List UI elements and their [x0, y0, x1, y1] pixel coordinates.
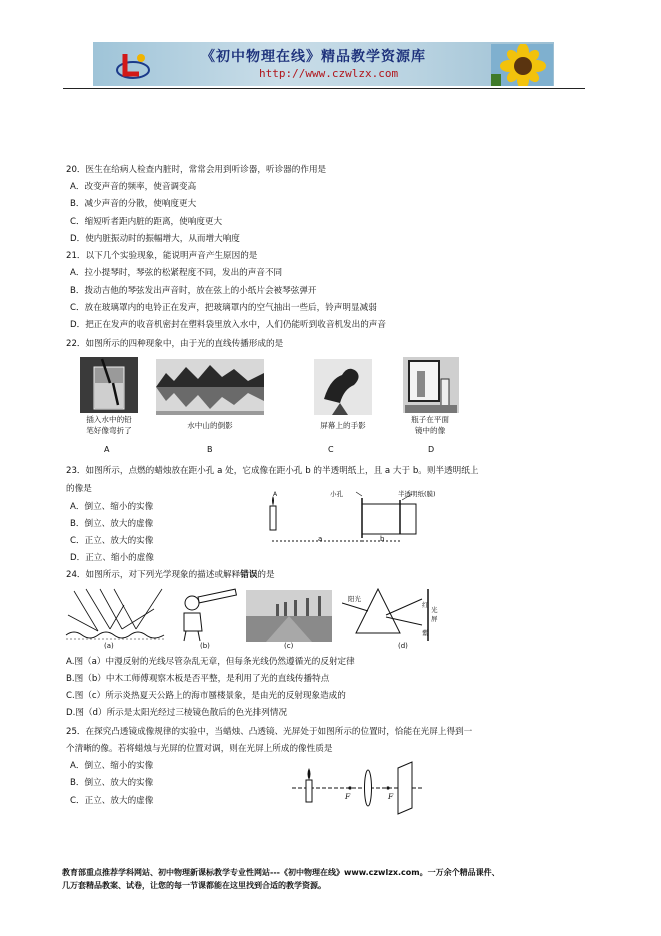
q24-option-c: C.图（c）所示炎热夏天公路上的海市蜃楼景象，是由光的反射现象造成的 — [66, 691, 346, 701]
q22-caption-c: 屏幕上的手影 — [320, 421, 366, 430]
q23-label-a: a — [318, 535, 323, 543]
q24-stem-text: 24．如图所示，对下列光学现象的描述或解释 — [66, 570, 241, 580]
diffuse-reflection-diagram — [64, 585, 168, 643]
lens-bench-diagram — [292, 758, 424, 816]
q25-focus-right-label: F — [388, 792, 394, 801]
q22-caption-a1: 插入水中的铅 — [86, 415, 132, 424]
pencil-in-water-photo — [80, 357, 138, 413]
q22-letter-c: C — [328, 445, 334, 454]
q23-option-a: A．倒立、缩小的实像 — [70, 502, 154, 512]
q22-stem: 22．如图所示的四种现象中，由于光的直线传播形成的是 — [66, 339, 284, 349]
q20-option-d: D．使内脏振动时的振幅增大，从而增大响度 — [70, 234, 240, 244]
q21-option-b: B．拨动吉他的琴弦发出声音时，放在弦上的小纸片会被琴弦弹开 — [70, 286, 317, 296]
q23-label-hole: 小孔 — [330, 490, 343, 498]
q23-stem-2: 的像是 — [66, 484, 92, 494]
q23-label-paper: 半透明纸(膜) — [398, 490, 436, 498]
q20-stem: 20．医生在给病人检查内脏时，常常会用到听诊器，听诊器的作用是 — [66, 165, 327, 175]
q20-option-b: B．减少声音的分散，使响度更大 — [70, 199, 197, 209]
q24-stem-emphasis: 错误 — [240, 570, 258, 580]
carpenter-sighting-diagram — [178, 585, 238, 643]
mirror-bottle-photo — [403, 357, 459, 413]
q23-option-c: C．正立、放大的实像 — [70, 536, 154, 546]
q22-caption-d2: 镜中的像 — [414, 426, 446, 435]
q24-fig-b-label: (b) — [200, 642, 210, 650]
q24-fig-sun-label: 阳光 — [348, 595, 361, 603]
q24-fig-a-label: (a) — [104, 642, 114, 650]
q25-focus-left-label: F — [345, 792, 351, 801]
q24-stem-end: 的是 — [257, 570, 275, 580]
q25-stem-1: 25．在探究凸透镜成像规律的实验中，当蜡烛、凸透镜、光屏处于如图所示的位置时，恰能在光屏上得到一 — [66, 727, 473, 737]
footer-line-2: 几万套精品教案、试卷，让您的每一节课都能在这里找到合适的教学资源。 — [62, 881, 326, 890]
q23-label-b: b — [380, 535, 385, 543]
banner-title: 《初中物理在线》精品教学资源库 — [201, 49, 426, 65]
banner-url[interactable]: http://www.czwlzx.com — [259, 67, 399, 80]
q21-option-d: D．把正在发声的收音机密封在塑料袋里放入水中，人们仍能听到收音机发出的声音 — [70, 320, 386, 330]
hand-shadow-photo — [314, 359, 372, 415]
q22-letter-a: A — [104, 445, 110, 454]
mirage-road-photo — [246, 590, 332, 642]
header-rule — [63, 88, 585, 89]
q20-option-a: A．改变声音的频率，使音调变高 — [70, 182, 197, 192]
q24-option-d: D.图（d）所示是太阳光经过三棱镜色散后的色光排列情况 — [66, 708, 288, 718]
q22-caption-b: 水中山的倒影 — [187, 421, 233, 430]
footer-line-1: 教育部重点推荐学科网站、初中物理新课标教学专业性网站---《初中物理在线》www.czwlzx.com。一万余个精品课件、 — [62, 868, 500, 877]
q21-stem: 21．以下几个实验现象，能说明声音产生原因的是 — [66, 251, 258, 261]
site-logo-icon — [115, 48, 151, 82]
q22-letter-d: D — [428, 445, 435, 454]
mountain-reflection-photo — [156, 359, 264, 415]
q20-option-c: C．缩短听者距内脏的距离，使响度更大 — [70, 217, 223, 227]
q25-option-b: B．倒立、放大的实像 — [70, 778, 154, 788]
q25-stem-2: 个清晰的像。若将蜡烛与光屏的位置对调，则在光屏上所成的像性质是 — [66, 744, 333, 754]
q24-option-b: B.图（b）中木工师傅观察木板是否平整，是利用了光的直线传播特点 — [66, 674, 330, 684]
q22-caption-d1: 瓶子在平面 — [411, 415, 449, 424]
q24-fig-c-label: (c) — [284, 642, 294, 650]
q24-option-a: A.图（a）中漫反射的光线尽管杂乱无章，但每条光线仍然遵循光的反射定律 — [66, 657, 355, 667]
q23-option-b: B．倒立、放大的虚像 — [70, 519, 154, 529]
q23-option-d: D．正立、缩小的虚像 — [70, 553, 154, 563]
sunflower-icon — [491, 44, 553, 86]
q23-stem-1: 23．如图所示，点燃的蜡烛放在距小孔 a 处，它成像在距小孔 b 的半透明纸上，且 a 大于 b。则半透明纸上 — [66, 466, 479, 476]
q25-option-c: C．正立、放大的虚像 — [70, 796, 154, 806]
q24-fig-violet-label: 紫 — [422, 629, 429, 637]
q24-fig-red-label: 红 — [422, 601, 429, 609]
q24-fig-d-label: (d) — [398, 642, 408, 650]
q22-letter-b: B — [207, 445, 213, 454]
q23-label-candle: A — [273, 491, 278, 498]
q21-option-a: A．拉小提琴时，琴弦的松紧程度不同，发出的声音不同 — [70, 268, 283, 278]
q24-stem — [66, 569, 275, 582]
header-banner — [93, 42, 554, 86]
q25-option-a: A．倒立、缩小的实像 — [70, 761, 154, 771]
q21-option-c: C．放在玻璃罩内的电铃正在发声，把玻璃罩内的空气抽出一些后，铃声明显减弱 — [70, 303, 377, 313]
q24-fig-screen-label: 光屏 — [431, 606, 438, 623]
q22-caption-a2: 笔好像弯折了 — [86, 426, 132, 435]
